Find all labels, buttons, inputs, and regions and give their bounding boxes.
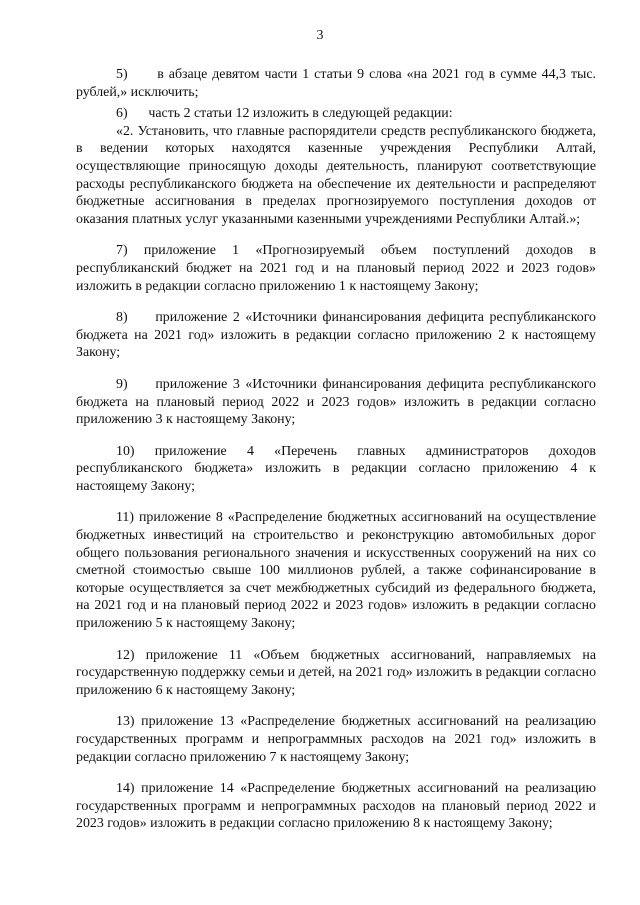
paragraph-item-9: 9) приложение 3 «Источники финансирования дефицита республиканского бюджета на плановый период 2022 и 2023 годов» изложить в редакции согласно приложению 3 к настоящему Закону; [76, 376, 596, 428]
paragraph-item-12: 12) приложение 11 «Объем бюджетных ассигнований, направляемых на государственную поддержку семьи и детей, на 2021 год» изложить в редакции согласно приложению 6 к настоящему Закону; [76, 647, 597, 698]
paragraph-item-8: 8) приложение 2 «Источники финансирования дефицита республиканского бюджета на 2021 год» изложить в редакции согласно приложению 2 к настоящему Закону; [76, 310, 596, 361]
paragraph-item-11: 11) приложение 8 «Распределение бюджетных ассигнований на осуществление бюджетных инвестиций на строительство и реконструкцию автомобильных дорог общего пользования регионального значения и искусственных сооружений на них со сметной стоимостью свыше 100 миллионов рублей, а также софинансирование в которые осуществляется за счет межбюджетных субсидий из федерального бюджета, на 2021 год и на плановый период 2022 и 2023 годов» изложить в редакции согласно приложению 5 к настоящему Закону; [76, 510, 596, 632]
page-number: 3 [316, 28, 324, 43]
paragraph-item-14: 14) приложение 14 «Распределение бюджетных ассигнований на реализацию государственных программ и непрограммных расходов на плановый период 2022 и 2023 годов» изложить в редакции согласно приложению 8 к настоящему Закону; [76, 781, 596, 832]
paragraph-item-6: 6) часть 2 статьи 12 изложить в следующей редакции: [116, 106, 453, 122]
paragraph-item-5: 5) в абзаце девятом части 1 статьи 9 слова «на 2021 год в сумме 44,3 тыс. рублей,» исключить; [76, 67, 596, 100]
paragraph-article-12-part-2: «2. Установить, что главные распорядители средств республиканского бюджета, в ведении которых находятся казенные учреждения Республики Алтай, осуществляющие приносящую доходы деятельность, планируют соответствующие расходы республиканского бюджета на обеспечение их деятельности и распределяют бюджетные ассигнования в пределах прогнозируемого поступления доходов от оказания платных услуг указанными казенными учреждениями Республики Алтай.»; [76, 123, 596, 227]
paragraph-item-7: 7) приложение 1 «Прогнозируемый объем поступлений доходов в республиканский бюджет на 2021 год и на плановый период 2022 и 2023 годов» изложить в редакции согласно приложению 1 к настоящему Закону; [76, 243, 596, 294]
document-body [76, 66, 596, 833]
paragraph-item-13: 13) приложение 13 «Распределение бюджетных ассигнований на реализацию государственных программ и непрограммных расходов на 2021 год» изложить в редакции согласно приложению 7 к настоящему Закону; [76, 714, 596, 765]
paragraph-item-10: 10) приложение 4 «Перечень главных администраторов доходов республиканского бюджета» изложить в редакции согласно приложению 4 к настоящему Закону; [76, 443, 596, 494]
